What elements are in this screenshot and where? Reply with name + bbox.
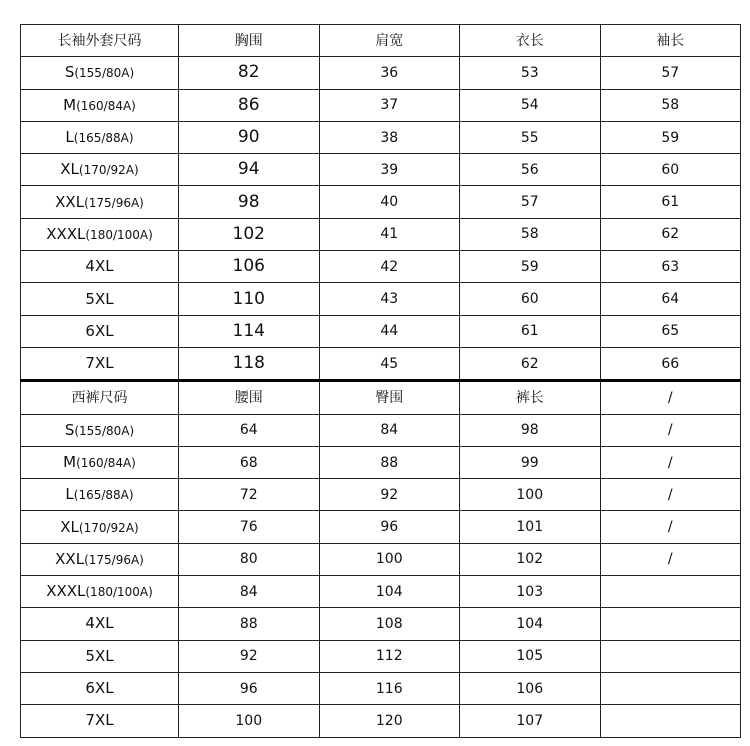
pants-waist-cell: 68 bbox=[179, 446, 320, 478]
size-label: 6XL bbox=[85, 679, 114, 698]
pants-hip-cell: 88 bbox=[319, 446, 460, 478]
jacket-length-cell: 53 bbox=[460, 57, 601, 89]
jacket-sleeve-cell: 60 bbox=[600, 154, 741, 186]
size-spec: (170/92A) bbox=[78, 163, 139, 178]
size-cell bbox=[21, 283, 179, 315]
size-cell bbox=[21, 121, 179, 153]
pants-waist-cell: 92 bbox=[179, 640, 320, 672]
jacket-chest-cell: 114 bbox=[179, 315, 320, 347]
size-label: 7XL bbox=[85, 354, 114, 373]
jacket-header-length: 衣长 bbox=[460, 25, 601, 57]
size-spec: (165/88A) bbox=[73, 131, 134, 146]
jacket-row bbox=[21, 218, 741, 250]
size-cell bbox=[21, 218, 179, 250]
pants-extra-cell bbox=[600, 608, 741, 640]
size-table bbox=[20, 24, 741, 738]
pants-waist-cell: 64 bbox=[179, 414, 320, 446]
size-spec: (155/80A) bbox=[74, 423, 135, 438]
size-label: 5XL bbox=[85, 289, 114, 308]
jacket-header-shoulder: 肩宽 bbox=[319, 25, 460, 57]
jacket-chest-cell: 98 bbox=[179, 186, 320, 218]
pants-header-hip: 臀围 bbox=[319, 381, 460, 414]
size-spec: (170/92A) bbox=[78, 520, 139, 535]
jacket-shoulder-cell: 42 bbox=[319, 251, 460, 283]
jacket-header-sleeve: 袖长 bbox=[600, 25, 741, 57]
pants-hip-cell: 100 bbox=[319, 543, 460, 575]
jacket-sleeve-cell: 63 bbox=[600, 251, 741, 283]
jacket-row bbox=[21, 57, 741, 89]
pants-hip-cell: 84 bbox=[319, 414, 460, 446]
jacket-row bbox=[21, 283, 741, 315]
pants-row bbox=[21, 543, 741, 575]
pants-extra-cell bbox=[600, 640, 741, 672]
size-spec: (155/80A) bbox=[74, 66, 135, 81]
pants-row bbox=[21, 640, 741, 672]
size-label: XXXL bbox=[46, 224, 86, 243]
jacket-chest-cell: 102 bbox=[179, 218, 320, 250]
jacket-length-cell: 58 bbox=[460, 218, 601, 250]
size-cell bbox=[21, 347, 179, 380]
pants-hip-cell: 104 bbox=[319, 576, 460, 608]
jacket-shoulder-cell: 36 bbox=[319, 57, 460, 89]
size-cell bbox=[21, 57, 179, 89]
jacket-chest-cell: 82 bbox=[179, 57, 320, 89]
size-cell bbox=[21, 446, 179, 478]
pants-row bbox=[21, 414, 741, 446]
pants-waist-cell: 72 bbox=[179, 479, 320, 511]
jacket-chest-cell: 94 bbox=[179, 154, 320, 186]
size-label: XL bbox=[60, 160, 79, 179]
jacket-shoulder-cell: 41 bbox=[319, 218, 460, 250]
jacket-header-size: 长袖外套尺码 bbox=[21, 25, 179, 57]
size-cell bbox=[21, 672, 179, 704]
jacket-sleeve-cell: 58 bbox=[600, 89, 741, 121]
jacket-row bbox=[21, 315, 741, 347]
size-spec: (175/96A) bbox=[84, 195, 144, 210]
pants-extra-cell: / bbox=[600, 543, 741, 575]
pants-header-size: 西裤尺码 bbox=[21, 381, 179, 414]
jacket-sleeve-cell: 64 bbox=[600, 283, 741, 315]
jacket-length-cell: 62 bbox=[460, 347, 601, 380]
jacket-header-chest: 胸围 bbox=[179, 25, 320, 57]
size-label: 7XL bbox=[85, 711, 114, 730]
pants-length-cell: 104 bbox=[460, 608, 601, 640]
jacket-row bbox=[21, 186, 741, 218]
jacket-shoulder-cell: 43 bbox=[319, 283, 460, 315]
pants-row bbox=[21, 511, 741, 543]
jacket-shoulder-cell: 40 bbox=[319, 186, 460, 218]
jacket-chest-cell: 90 bbox=[179, 121, 320, 153]
pants-length-cell: 106 bbox=[460, 672, 601, 704]
size-spec: (175/96A) bbox=[84, 552, 144, 567]
size-label: XXL bbox=[55, 549, 85, 568]
pants-length-cell: 98 bbox=[460, 414, 601, 446]
pants-header-length: 裤长 bbox=[460, 381, 601, 414]
pants-waist-cell: 84 bbox=[179, 576, 320, 608]
pants-waist-cell: 80 bbox=[179, 543, 320, 575]
jacket-length-cell: 60 bbox=[460, 283, 601, 315]
jacket-row bbox=[21, 89, 741, 121]
jacket-chest-cell: 86 bbox=[179, 89, 320, 121]
pants-length-cell: 107 bbox=[460, 705, 601, 737]
size-label: 4XL bbox=[85, 614, 114, 633]
jacket-length-cell: 56 bbox=[460, 154, 601, 186]
size-label: S bbox=[64, 420, 75, 439]
pants-hip-cell: 120 bbox=[319, 705, 460, 737]
pants-waist-cell: 76 bbox=[179, 511, 320, 543]
pants-waist-cell: 96 bbox=[179, 672, 320, 704]
pants-header-extra: / bbox=[600, 381, 741, 414]
pants-row bbox=[21, 672, 741, 704]
size-label: XXXL bbox=[46, 582, 86, 601]
pants-hip-cell: 108 bbox=[319, 608, 460, 640]
pants-row bbox=[21, 446, 741, 478]
pants-extra-cell: / bbox=[600, 414, 741, 446]
jacket-row bbox=[21, 121, 741, 153]
jacket-row bbox=[21, 251, 741, 283]
size-label: 6XL bbox=[85, 321, 114, 340]
size-label: XXL bbox=[55, 192, 85, 211]
jacket-header-row bbox=[21, 25, 741, 57]
jacket-shoulder-cell: 39 bbox=[319, 154, 460, 186]
pants-length-cell: 99 bbox=[460, 446, 601, 478]
size-table-body bbox=[21, 25, 741, 738]
size-label: 4XL bbox=[85, 257, 114, 276]
size-cell bbox=[21, 251, 179, 283]
size-label: S bbox=[64, 63, 75, 82]
jacket-sleeve-cell: 65 bbox=[600, 315, 741, 347]
size-cell bbox=[21, 186, 179, 218]
size-label: M bbox=[63, 95, 77, 114]
jacket-sleeve-cell: 57 bbox=[600, 57, 741, 89]
size-cell bbox=[21, 576, 179, 608]
jacket-length-cell: 55 bbox=[460, 121, 601, 153]
pants-waist-cell: 88 bbox=[179, 608, 320, 640]
jacket-sleeve-cell: 61 bbox=[600, 186, 741, 218]
pants-waist-cell: 100 bbox=[179, 705, 320, 737]
jacket-shoulder-cell: 44 bbox=[319, 315, 460, 347]
pants-extra-cell: / bbox=[600, 446, 741, 478]
jacket-chest-cell: 118 bbox=[179, 347, 320, 380]
pants-hip-cell: 116 bbox=[319, 672, 460, 704]
pants-length-cell: 105 bbox=[460, 640, 601, 672]
jacket-shoulder-cell: 37 bbox=[319, 89, 460, 121]
pants-length-cell: 100 bbox=[460, 479, 601, 511]
jacket-shoulder-cell: 38 bbox=[319, 121, 460, 153]
pants-row bbox=[21, 608, 741, 640]
pants-length-cell: 101 bbox=[460, 511, 601, 543]
pants-header-row bbox=[21, 381, 741, 414]
jacket-length-cell: 57 bbox=[460, 186, 601, 218]
size-spec: (160/84A) bbox=[76, 456, 136, 470]
jacket-sleeve-cell: 62 bbox=[600, 218, 741, 250]
size-spec: (180/100A) bbox=[85, 227, 153, 242]
pants-extra-cell: / bbox=[600, 479, 741, 511]
size-label: L bbox=[65, 485, 74, 504]
size-cell bbox=[21, 154, 179, 186]
pants-row bbox=[21, 576, 741, 608]
jacket-row bbox=[21, 347, 741, 380]
size-label: L bbox=[65, 128, 74, 147]
pants-extra-cell: / bbox=[600, 511, 741, 543]
pants-row bbox=[21, 479, 741, 511]
pants-hip-cell: 112 bbox=[319, 640, 460, 672]
size-label: XL bbox=[60, 517, 79, 536]
size-spec: (160/84A) bbox=[76, 98, 136, 113]
jacket-shoulder-cell: 45 bbox=[319, 347, 460, 380]
size-spec: (180/100A) bbox=[85, 585, 153, 600]
pants-extra-cell bbox=[600, 705, 741, 737]
pants-header-waist: 腰围 bbox=[179, 381, 320, 414]
jacket-sleeve-cell: 66 bbox=[600, 347, 741, 380]
pants-row bbox=[21, 705, 741, 737]
pants-extra-cell bbox=[600, 672, 741, 704]
size-cell bbox=[21, 640, 179, 672]
size-cell bbox=[21, 479, 179, 511]
pants-extra-cell bbox=[600, 576, 741, 608]
size-spec: (165/88A) bbox=[73, 488, 134, 503]
size-label: 5XL bbox=[85, 646, 114, 665]
pants-hip-cell: 96 bbox=[319, 511, 460, 543]
jacket-chest-cell: 110 bbox=[179, 283, 320, 315]
size-cell bbox=[21, 543, 179, 575]
jacket-length-cell: 59 bbox=[460, 251, 601, 283]
size-cell bbox=[21, 511, 179, 543]
size-cell bbox=[21, 705, 179, 737]
jacket-length-cell: 61 bbox=[460, 315, 601, 347]
pants-length-cell: 103 bbox=[460, 576, 601, 608]
pants-hip-cell: 92 bbox=[319, 479, 460, 511]
size-label: M bbox=[63, 453, 77, 471]
size-cell bbox=[21, 89, 179, 121]
size-cell bbox=[21, 414, 179, 446]
size-cell bbox=[21, 315, 179, 347]
jacket-length-cell: 54 bbox=[460, 89, 601, 121]
pants-length-cell: 102 bbox=[460, 543, 601, 575]
jacket-row bbox=[21, 154, 741, 186]
jacket-sleeve-cell: 59 bbox=[600, 121, 741, 153]
jacket-chest-cell: 106 bbox=[179, 251, 320, 283]
size-cell bbox=[21, 608, 179, 640]
size-chart bbox=[20, 24, 740, 738]
